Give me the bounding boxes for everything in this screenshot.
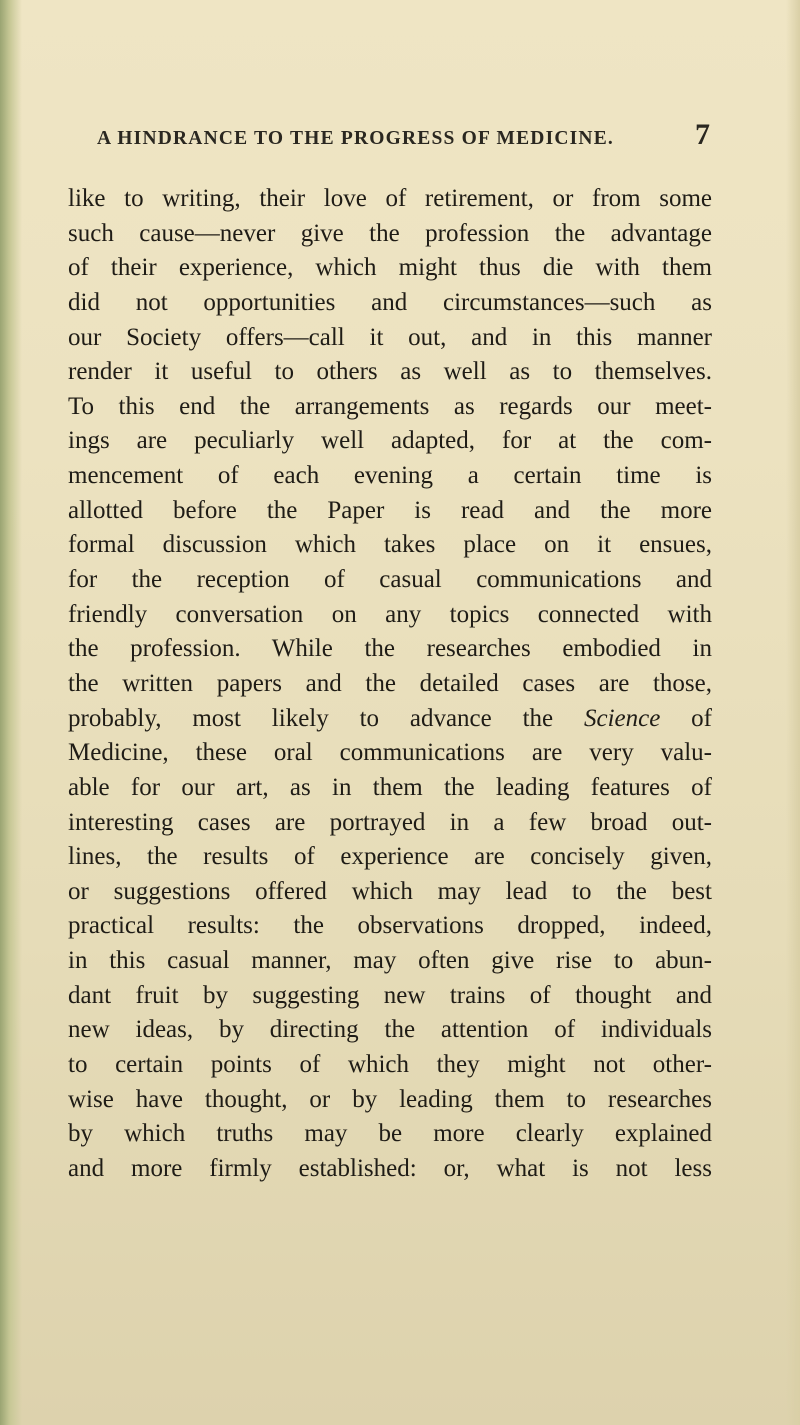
text-line: mencement of each evening a certain time is: [68, 462, 712, 490]
text-line: render it useful to others as well as to themselves.: [68, 358, 712, 386]
text-line: formal discussion which takes place on it ensues,: [68, 531, 712, 559]
text-line: or suggestions offered which may lead to the best: [68, 877, 712, 905]
text-line: To this end the arrangements as regards our meet-: [68, 392, 712, 420]
text-line: Medicine, these oral communications are very valu-: [68, 739, 712, 767]
page-edge-shadow-left: [0, 0, 22, 1425]
text-line: wise have thought, or by leading them to researches: [68, 1085, 712, 1113]
text-line: practical results: the observations dropped, indeed,: [68, 912, 712, 940]
text-line: allotted before the Paper is read and the more: [68, 496, 712, 524]
text-line: and more firmly established: or, what is not less: [68, 1154, 712, 1182]
text-line: the profession. While the researches embodied in: [68, 635, 712, 663]
text-line: friendly conversation on any topics connected with: [68, 600, 712, 628]
text-line: ings are peculiarly well adapted, for at the com-: [68, 427, 712, 455]
text-line: new ideas, by directing the attention of individuals: [68, 1016, 712, 1044]
text-line: for the reception of casual communications and: [68, 566, 712, 594]
body-text: [68, 182, 712, 1187]
text-line: to certain points of which they might not other-: [68, 1051, 712, 1079]
page-edge-shadow-right: [786, 0, 800, 1425]
text-line: our Society offers—call it out, and in this manner: [68, 323, 712, 351]
running-title: A HINDRANCE TO THE PROGRESS OF MEDICINE.: [97, 128, 614, 149]
text-fragment: probably, most likely to advance the: [68, 704, 584, 732]
text-fragment: of: [660, 704, 712, 732]
text-line: dant fruit by suggesting new trains of thought and: [68, 981, 712, 1009]
running-head: [97, 120, 710, 156]
text-line: by which truths may be more clearly explained: [68, 1120, 712, 1148]
text-line: did not opportunities and circumstances—such as: [68, 288, 712, 316]
italic-term: Science: [583, 704, 661, 732]
text-line: in this casual manner, may often give rise to abun-: [68, 947, 712, 975]
text-line: like to writing, their love of retirement, or from some: [68, 185, 712, 212]
text-line: interesting cases are portrayed in a few broad out-: [68, 808, 712, 836]
text-line: the written papers and the detailed cases are those,: [68, 669, 712, 697]
text-line: such cause—never give the profession the advantage: [68, 219, 712, 247]
text-line: of their experience, which might thus die with them: [68, 254, 712, 282]
page-number: 7: [695, 118, 710, 151]
text-line-with-italic: [68, 702, 712, 737]
text-line: lines, the results of experience are concisely given,: [68, 843, 712, 871]
text-line: able for our art, as in them the leading features of: [68, 773, 712, 801]
